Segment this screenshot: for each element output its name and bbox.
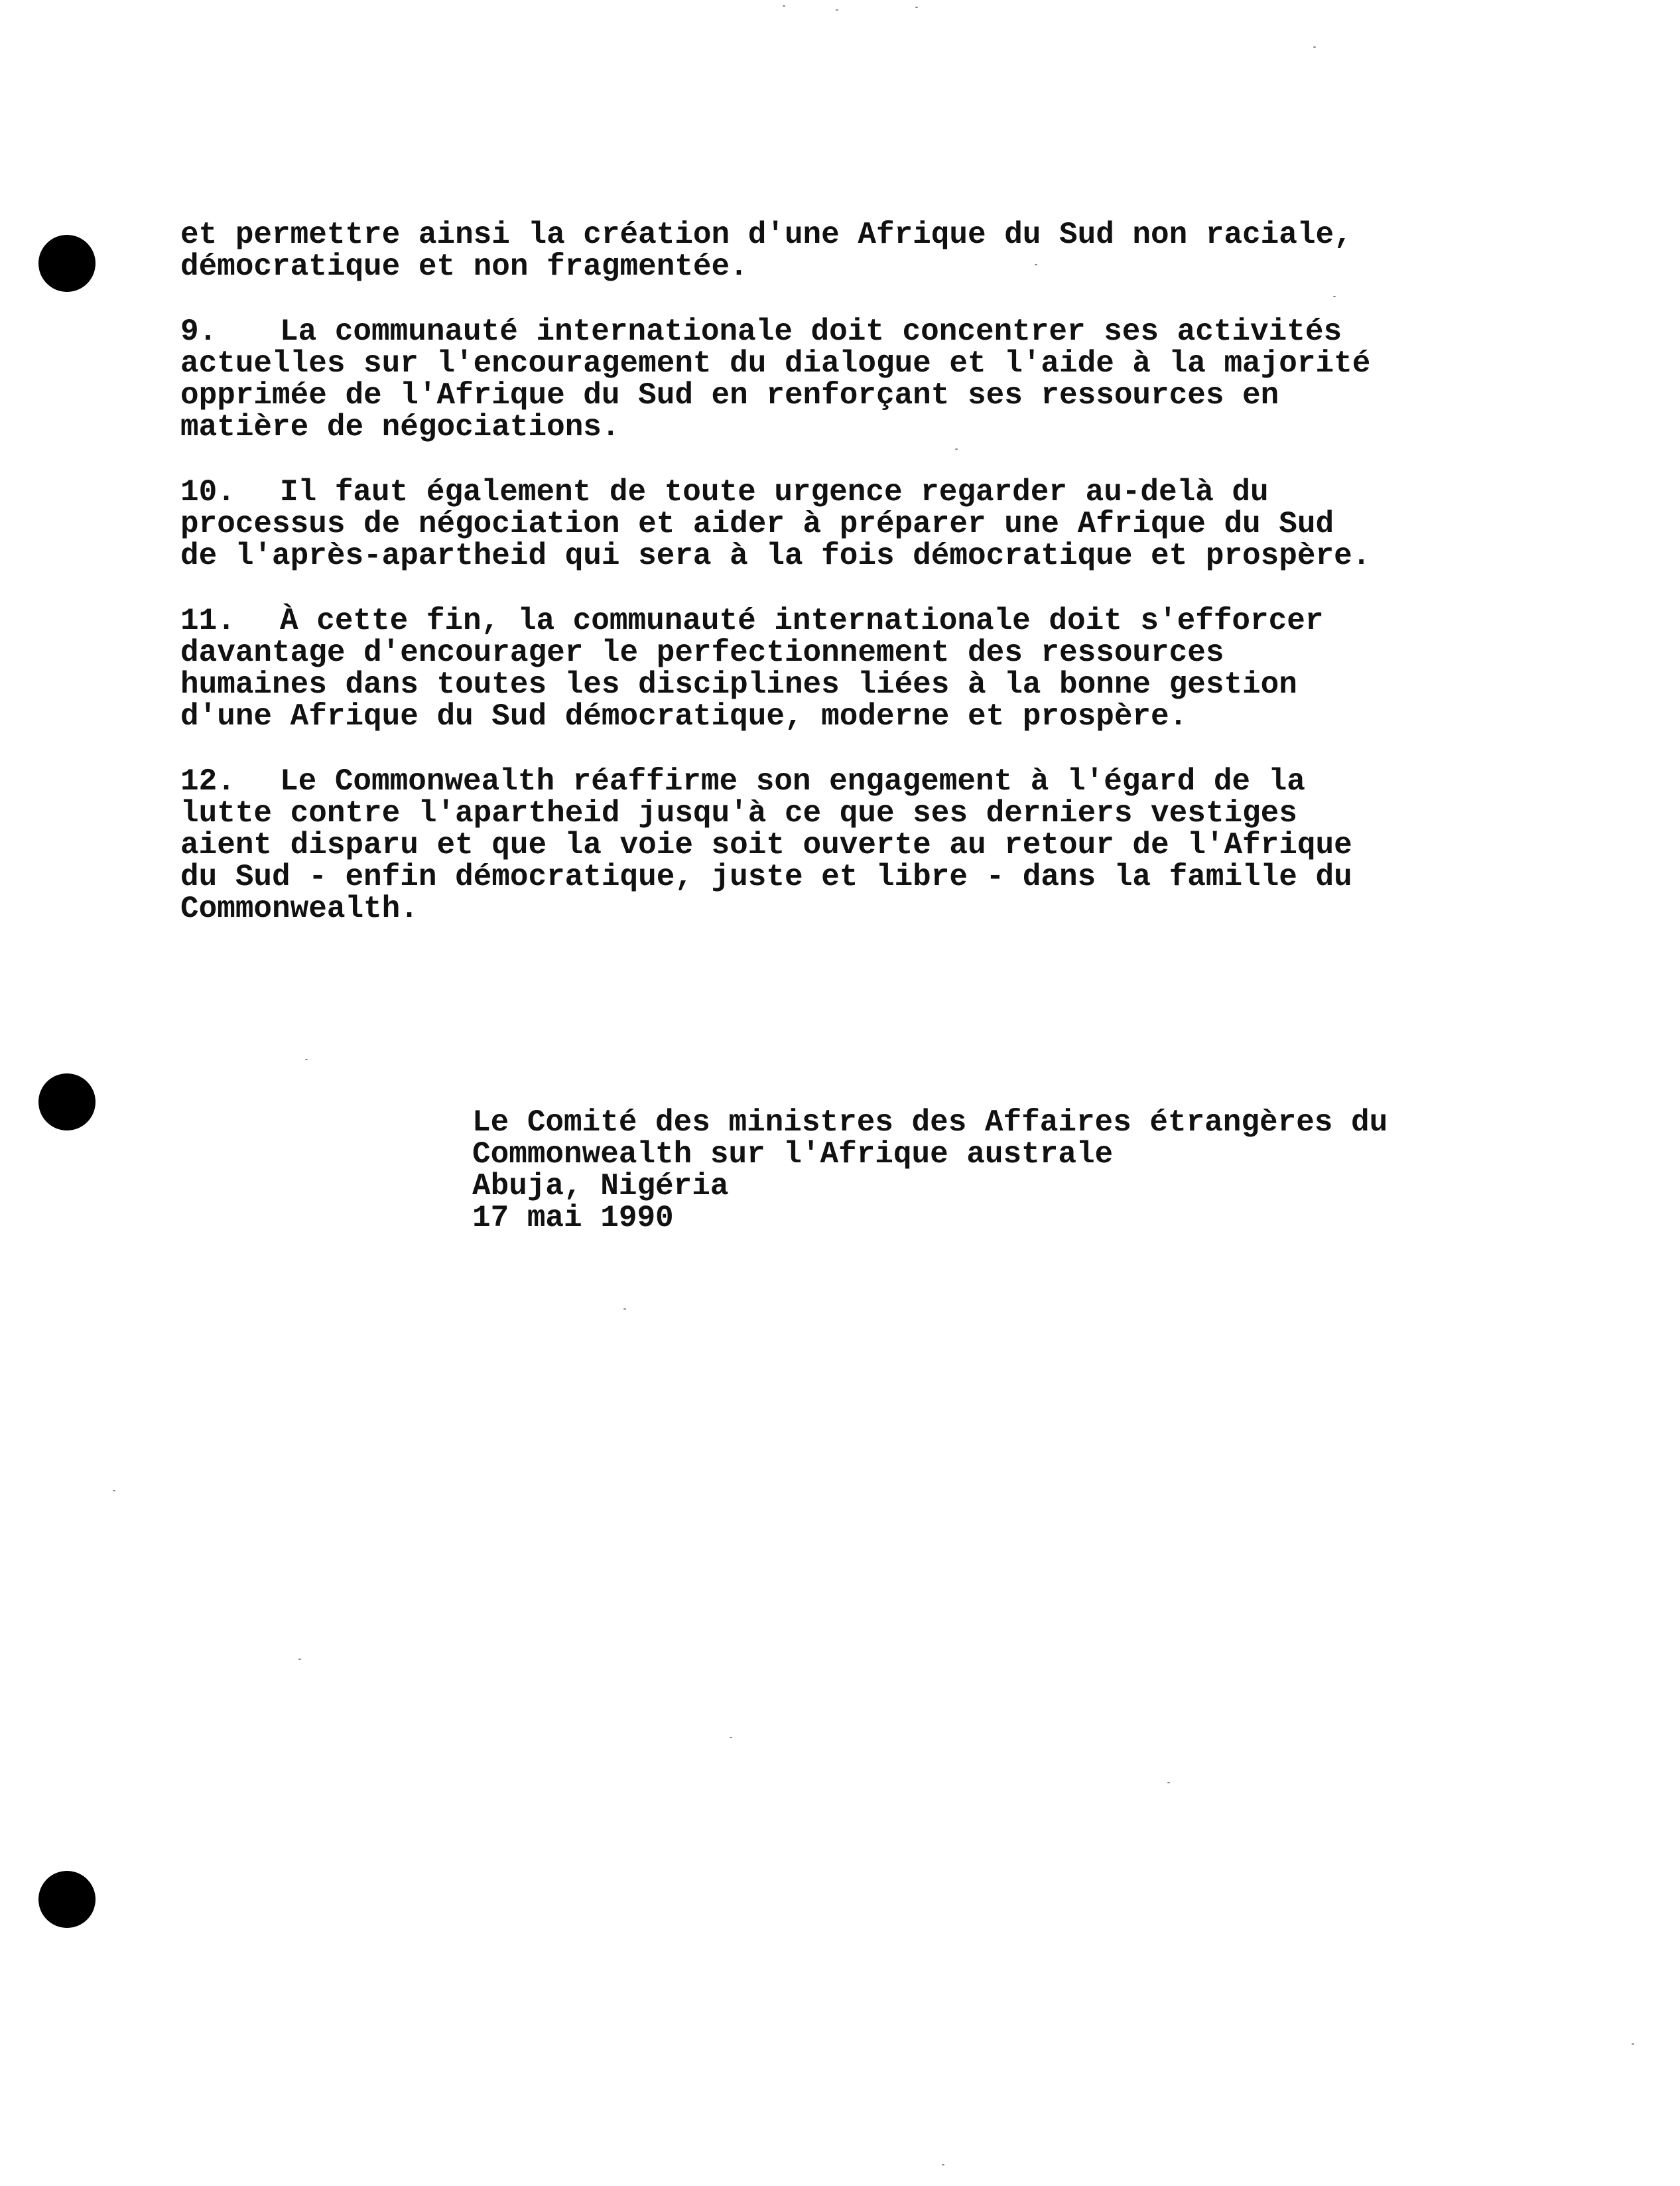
scan-speck bbox=[915, 7, 918, 8]
paragraph-first-line bbox=[180, 766, 1507, 797]
text-line: davantage d'encourager le perfectionnement des ressources bbox=[180, 636, 1224, 670]
punch-hole-bottom bbox=[38, 1871, 96, 1928]
paragraph-number: 11. bbox=[180, 604, 235, 638]
text-line: À cette fin, la communauté internationale doit s'efforcer bbox=[280, 604, 1324, 638]
text-line: Commonwealth. bbox=[180, 892, 419, 926]
text-line: lutte contre l'apartheid jusqu'à ce que ses derniers vestiges bbox=[180, 796, 1297, 831]
paragraph-first-line bbox=[180, 316, 1507, 348]
scan-speck bbox=[955, 448, 958, 450]
punch-hole-top bbox=[38, 235, 96, 292]
scan-speck bbox=[623, 1308, 626, 1310]
paragraph-9 bbox=[180, 316, 1507, 443]
scan-speck bbox=[1167, 1782, 1170, 1783]
paragraph-10 bbox=[180, 476, 1507, 572]
text-line: Il faut également de toute urgence regarder au-delà du bbox=[280, 475, 1269, 510]
paragraph-first-line bbox=[180, 605, 1507, 637]
text-line: et permettre ainsi la création d'une Afrique du Sud non raciale, bbox=[180, 218, 1352, 252]
scan-speck bbox=[1313, 46, 1316, 48]
scan-speck bbox=[730, 1737, 732, 1738]
scan-speck bbox=[113, 1490, 115, 1491]
paragraph-number: 9. bbox=[180, 314, 218, 349]
paragraph-11 bbox=[180, 605, 1507, 732]
scan-speck bbox=[783, 5, 785, 7]
paragraph-number: 12. bbox=[180, 764, 235, 799]
scan-speck bbox=[305, 1059, 308, 1060]
punch-hole-middle bbox=[38, 1073, 96, 1130]
scan-speck bbox=[942, 2164, 944, 2165]
signature-block bbox=[472, 1107, 1388, 1234]
text-line: aient disparu et que la voie soit ouverte au retour de l'Afrique bbox=[180, 828, 1352, 862]
paragraph-12 bbox=[180, 766, 1507, 925]
scan-speck bbox=[1632, 2043, 1634, 2045]
text-line: La communauté internationale doit concentrer ses activités bbox=[280, 314, 1342, 349]
paragraph-number: 10. bbox=[180, 475, 235, 510]
text-line: démocratique et non fragmentée. bbox=[180, 249, 748, 284]
text-line: d'une Afrique du Sud démocratique, moderne et prospère. bbox=[180, 699, 1188, 734]
text-line: de l'après-apartheid qui sera à la fois démocratique et prospère. bbox=[180, 539, 1371, 573]
continuation-paragraph bbox=[180, 219, 1507, 283]
scan-speck bbox=[1035, 264, 1037, 265]
text-line: actuelles sur l'encouragement du dialogue et l'aide à la majorité bbox=[180, 346, 1371, 381]
text-line: processus de négociation et aider à préparer une Afrique du Sud bbox=[180, 507, 1334, 541]
signature-line: Abuja, Nigéria bbox=[472, 1169, 729, 1203]
signature-line: Le Comité des ministres des Affaires étrangères du bbox=[472, 1105, 1388, 1140]
scan-speck bbox=[1333, 296, 1336, 297]
text-line: Le Commonwealth réaffirme son engagement à l'égard de la bbox=[280, 764, 1305, 799]
scan-speck bbox=[836, 9, 838, 11]
text-line: du Sud - enfin démocratique, juste et libre - dans la famille du bbox=[180, 860, 1352, 894]
text-line: humaines dans toutes les disciplines liées à la bonne gestion bbox=[180, 667, 1297, 702]
scan-speck bbox=[298, 1659, 301, 1660]
text-line: opprimée de l'Afrique du Sud en renforçant ses ressources en bbox=[180, 378, 1279, 413]
signature-line: Commonwealth sur l'Afrique australe bbox=[472, 1137, 1114, 1172]
signature-line: 17 mai 1990 bbox=[472, 1201, 674, 1235]
paragraph-first-line bbox=[180, 476, 1507, 508]
document-body bbox=[180, 219, 1507, 958]
text-line: matière de négociations. bbox=[180, 410, 620, 444]
